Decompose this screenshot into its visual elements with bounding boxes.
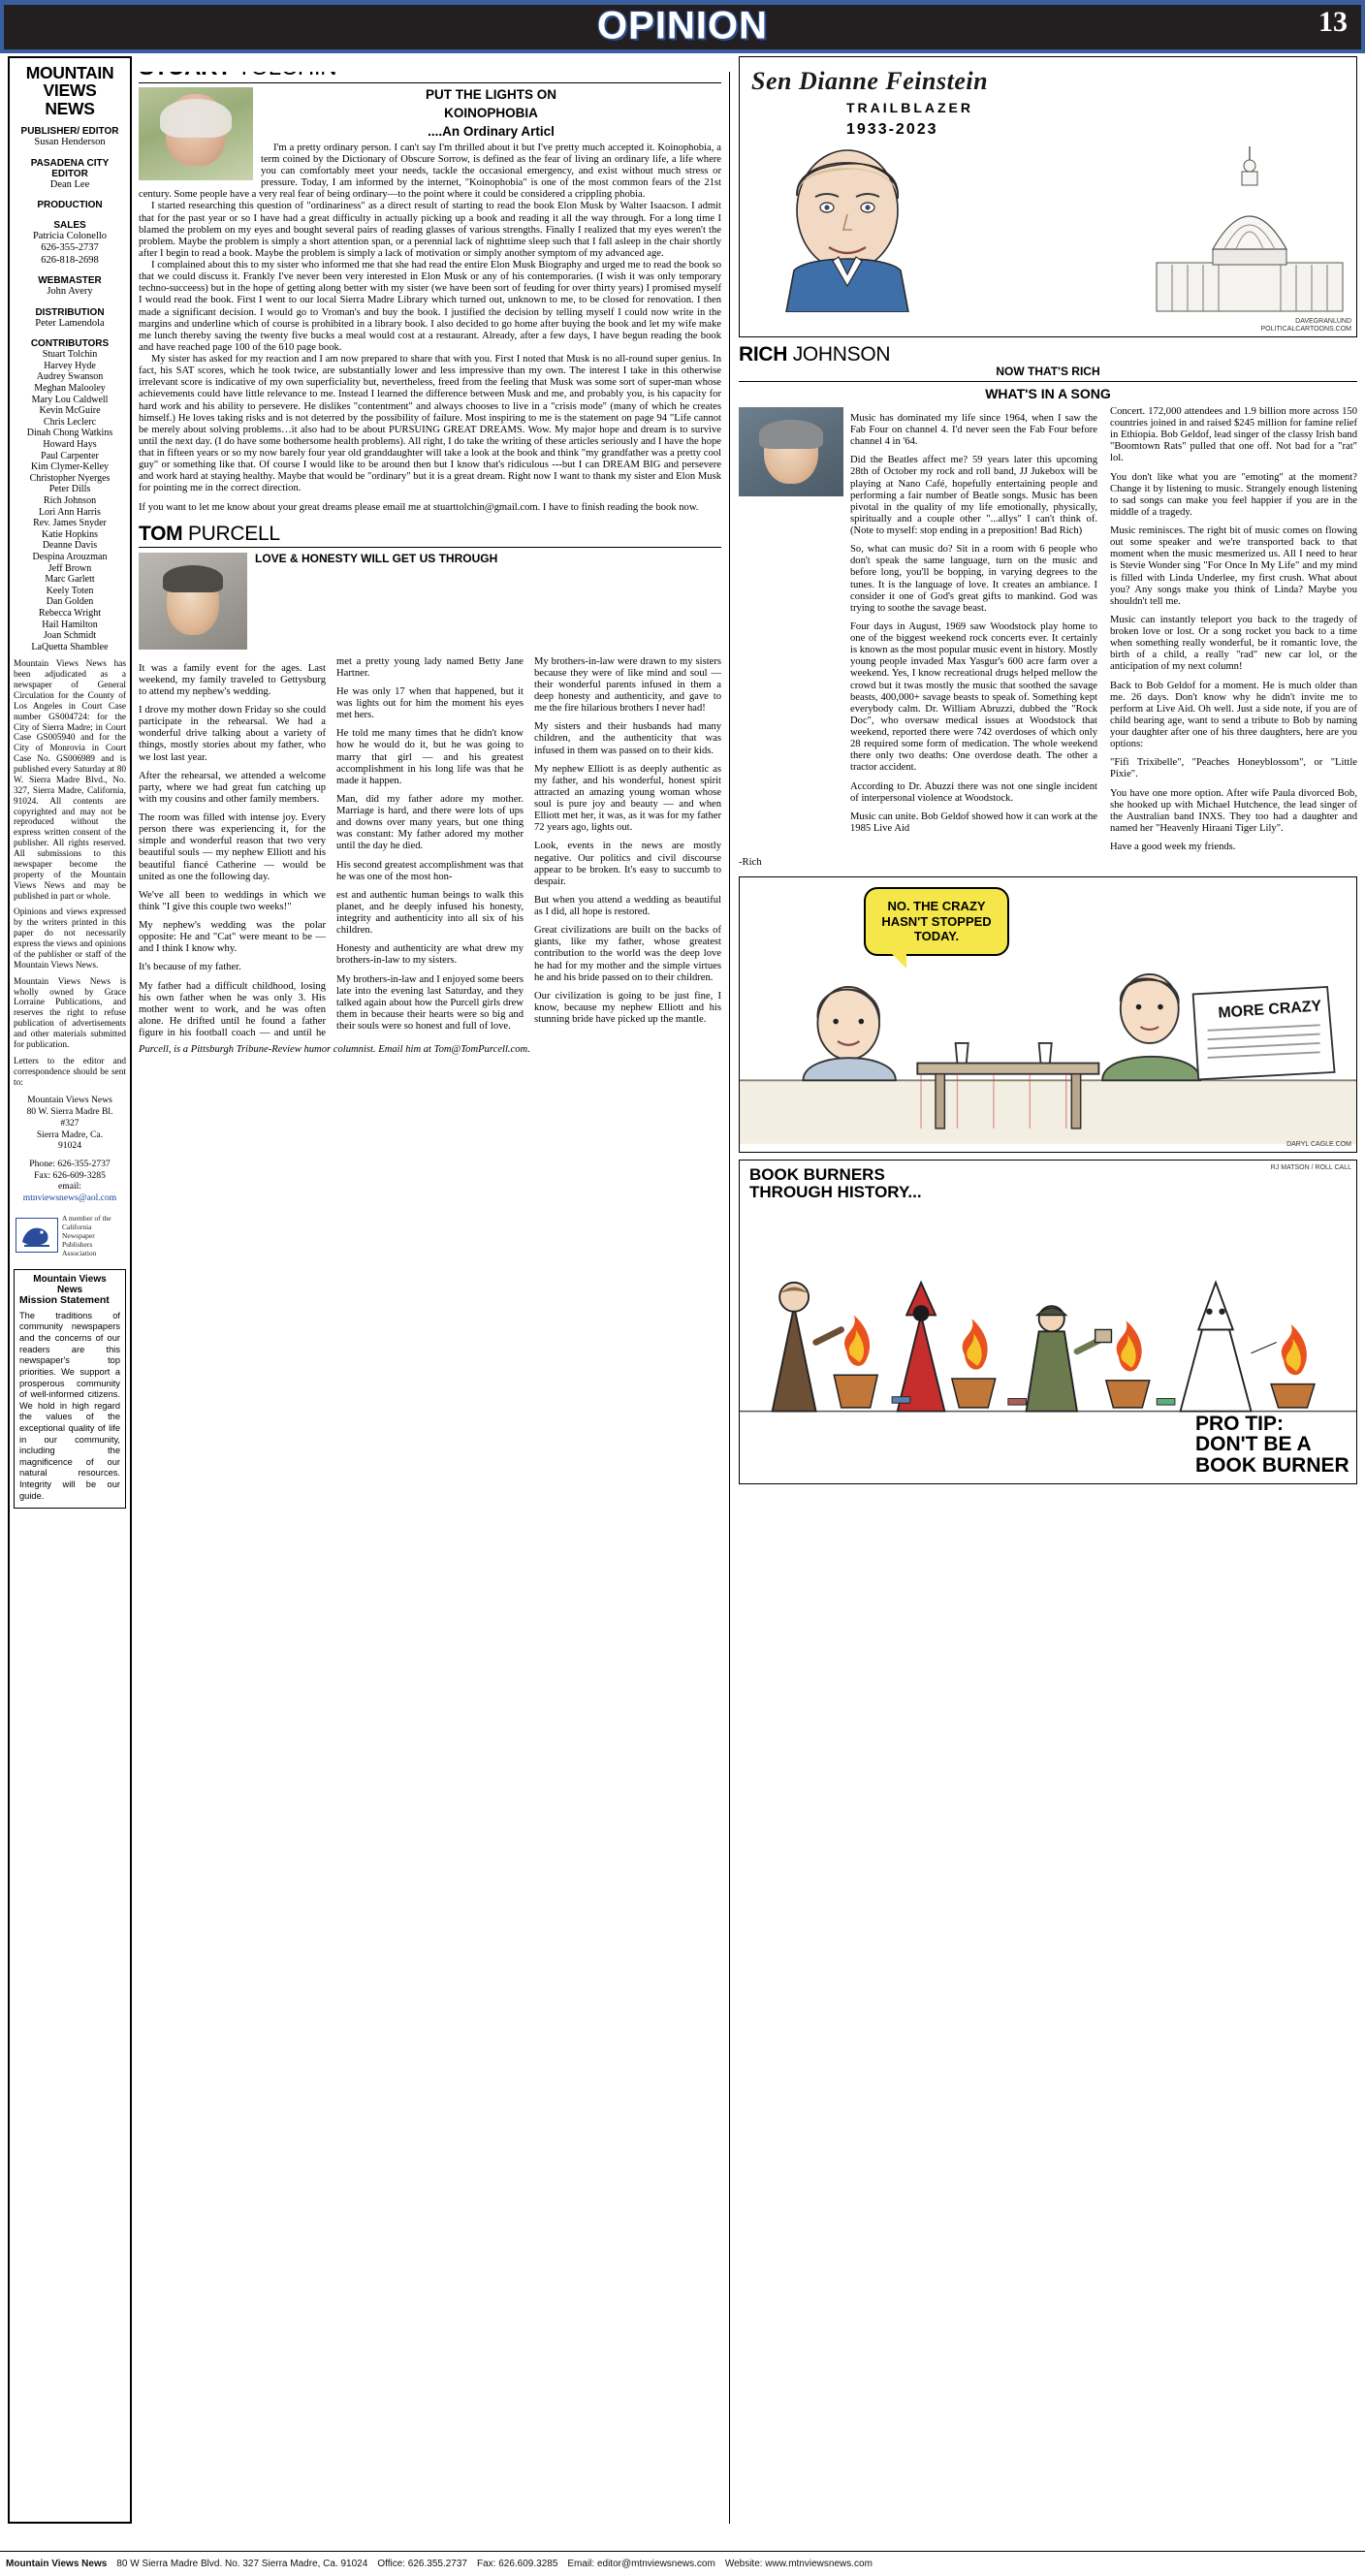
footer-email: Email: editor@mtnviewsnews.com — [567, 2559, 715, 2569]
johnson-kicker: NOW THAT'S RICH — [996, 365, 1100, 378]
article-paragraph: Four days in August, 1969 saw Woodstock play home to one of the biggest weekend rock concerts ever. It certainly is known as the most popular music event in history. Mostly young people invaded Max Yasgur's 600 acre farm over a weekend. Yes, I know recreational drugs helped mellow the crowd but it twas mostly the music that soothed the savage beasts, 400,000+ savage beasts to speak of. Something kept everybody calm. Dr. William Abruzzi, dubbed the "Rock Doc", who oversaw medical issues at Woodstock that weekend, reported there were 742 overdoses of which only 28 required some form of medication. The whole weekend there only two deaths: One overdose death. The other a tractor accident. — [850, 620, 1098, 774]
crazy-speech-bubble: NO. THE CRAZY HASN'T STOPPED TODAY. — [864, 887, 1009, 956]
legal-notice — [14, 659, 126, 1088]
role-title-webmaster: WEBMASTER — [38, 274, 102, 286]
burner-figure-inquisitor — [898, 1283, 945, 1412]
contributors-title: CONTRIBUTORS — [30, 338, 110, 350]
contributor-name: Mary Lou Caldwell — [31, 394, 109, 405]
crazy-credit: DARYL CAGLE.COM — [1286, 1141, 1351, 1149]
feinstein-cartoon-years: 1933-2023 — [846, 121, 938, 138]
contact-email-label: email: — [58, 1181, 81, 1193]
article-paragraph: Man, did my father adore my mother. Marriage is hard, and there were lots of ups and downs over many years, but one thing was constant: My father adored my mother until the day he died. — [336, 793, 524, 852]
feinstein-credit-line2: POLITICALCARTOONS.COM — [1260, 325, 1351, 333]
mailing-address — [14, 1095, 126, 1152]
article-paragraph: Concert. 172,000 attendees and 1.9 billion more across 150 countries joined in and raised $245 million for famine relief in Ethiopia. Bob Geldof, lead singer of the classy Irish band "Boomtown Rats" pulled that one off. Not bad for a "rat" lol. — [1110, 405, 1357, 464]
role-title-pasadena-editor: PASADENA CITY EDITOR — [30, 157, 110, 179]
section-title: OPINION — [597, 4, 768, 48]
byline-last-purcell: PURCELL — [187, 522, 280, 545]
cnpa-bird-icon — [18, 1221, 55, 1250]
contributor-name: Howard Hays — [43, 439, 97, 450]
tolchin-body — [139, 143, 721, 495]
sidebar-logo-line-3: NEWS — [45, 98, 95, 118]
role-name-webmaster: John Avery — [47, 286, 93, 298]
masthead-bar — [0, 5, 1365, 49]
role-title-sales: SALES — [53, 219, 86, 231]
article-paragraph: After the rehearsal, we attended a welcome party, where we had great fun catching up with my cousins and other family members. — [139, 770, 326, 805]
cartoon-feinstein — [739, 56, 1357, 337]
association-line: A member of the — [62, 1213, 111, 1223]
cnpa-logo-icon — [16, 1218, 58, 1253]
burner-figure-monk — [773, 1283, 841, 1412]
fire-4 — [1271, 1324, 1315, 1408]
article-paragraph: It was a family event for the ages. Last weekend, my family traveled to Gettysburg to attend my nephew's wedding. — [139, 662, 326, 697]
article-paragraph: He was only 17 when that happened, but it was lights out for him the moment his eyes met hers. — [336, 685, 524, 721]
page-number: 13 — [1318, 6, 1348, 38]
purcell-hair — [163, 565, 223, 592]
svg-text:MORE CRAZY: MORE CRAZY — [1217, 998, 1322, 1023]
legal-paragraph: Opinions and views expressed by the writers printed in this paper do not necessarily express the views and opinions of the publisher or staff of the Mountain Views News. — [14, 907, 126, 970]
byline-rich-johnson — [739, 344, 1357, 365]
article-paragraph: Look, events in the news are mostly negative. Our politics and civil discourse appear to be broken. It's easy to succumb to despair. — [534, 841, 721, 887]
contributor-name: Kim Clymer-Kelley — [30, 461, 110, 473]
article-paragraph: My sisters and their husbands had many children, and the authenticity that was infused in them was passed on to their kids. — [534, 721, 721, 756]
contributor-name: Meghan Malooley — [34, 383, 106, 395]
cartoon-crazy-hasnt-stopped — [739, 876, 1357, 1153]
contributor-name: Joan Schmidt — [43, 630, 97, 642]
mission-title-line2: Mission Statement — [19, 1294, 110, 1307]
article-paragraph: So, what can music do? Sit in a room with 6 people who don't speak the same language, turn on the music and before long, you'll be bopping, in varying degrees to the tunes. It is the language of love. It creates an ambiance. I consider it one of God's great gifts to mankind. God was trying to soothe the savage beast. — [850, 544, 1097, 614]
rule-under-johnson-byline — [739, 381, 1357, 382]
association-line: Publishers — [62, 1239, 93, 1249]
article-paragraph: Have a good week my friends. — [1110, 842, 1236, 853]
sales-phone-2: 626-818-2698 — [41, 254, 99, 266]
contributor-name: Dan Golden — [46, 596, 94, 608]
article-paragraph: I complained about this to my sister who informed me that she had read the entire Elon Musk Biography and urged me to read the book so that we could discuss it. Frankly I've never been very interested in Elon Musk or any of his contemporaries. (I wish it was only temporary techno-succeess) but in the hope of getting along better with my sister (we have been sort of feuding for over thirty years) I promised myself I would read the book. First I went to our local Sierra Madre Library which turned out, unknown to me, to be closed for renovation. I then made a significant decision. I would go to Vroman's and buy the book. I justified the decision by telling myself I could now write in the margins and underline which of course is prohibited in a library book. I also decided to go home after buying the book and let my wife make me lunch thereby saving the twenty five bucks a meal would cost at a restaurant. Already, after a few days, I have begun reading the book and have reached page 100 of the 610 page book. — [139, 260, 721, 353]
feinstein-credit-line1: DAVEGRANLUND — [1295, 317, 1351, 325]
byline-first-purcell: TOM — [139, 522, 183, 545]
contributor-name: Kevin McGuire — [39, 405, 101, 417]
article-paragraph: Great civilizations are built on the backs of giants, like my father, whose greatest contribution to the world was the deep love he had for my mother and the simple virtues he and his bride passed on to their children. — [534, 925, 721, 983]
role-title-distribution: DISTRIBUTION — [35, 306, 105, 318]
article-paragraph: est and authentic human beings to walk this planet, and he deeply infused his honesty, integrity and authenticity into all six of his children. — [336, 889, 524, 937]
johnson-portrait-photo — [739, 407, 843, 496]
sidebar-logo-line-1: MOUNTAIN — [25, 63, 114, 82]
sales-phone-1: 626-355-2737 — [41, 242, 99, 254]
burner-figure-klansman — [1181, 1283, 1277, 1412]
article-paragraph: Music reminisces. The right bit of music comes on flowing out some speaker and we're transported back to that moment when the music mesmerized us. All I need to hear is Stevie Wonder sing "For Once In My Life" and my mind is filled with Linda Underlee, my first crush. What about you? Any songs make you think of Linda? Maybe you shouldn't tell me. — [1110, 525, 1357, 607]
contributor-name: Chris Leclerc — [43, 416, 97, 428]
johnson-hair — [759, 420, 823, 449]
crazy-man-figure — [1102, 974, 1200, 1080]
feinstein-cartoon-title: Sen Dianne Feinstein — [751, 67, 989, 95]
rule-under-tolchin-byline — [139, 82, 721, 83]
role-title-publisher: PUBLISHER/ EDITOR — [20, 126, 119, 138]
article-paragraph: The room was filled with intense joy. Every person there was experiencing it, for the simple and wonderful reason that two very beautiful souls — my nephew Elliott and his beautiful fiancé Catherine — would be united as one the following day. — [139, 812, 326, 882]
contributors-list — [14, 349, 126, 652]
main-content — [132, 56, 1357, 2524]
article-paragraph: Music can unite. Bob Geldof showed how it can work at the 1985 Live Aid — [850, 811, 1097, 834]
mission-body: The traditions of community newspapers and the concerns of our readers are this newspaper's top priorities. We support a prosperous community of well-informed citizens. We hold in high regard the values of the exceptional quality of life in our community, including the magnificence of our natural resources. Integrity will be our guide. — [19, 1310, 120, 1501]
contributor-name: Peter Dills — [48, 484, 91, 495]
contributor-name: Jeff Brown — [48, 562, 92, 574]
byline-tom-purcell — [139, 524, 721, 544]
article-paragraph: It's because of my father. — [139, 962, 241, 973]
contributor-name: Rev. James Snyder — [33, 518, 107, 529]
article-paragraph: You have one more option. After wife Paula divorced Bob, she hooked up with Michael Hutchence, the lead singer of the Australian band INXS. They too had a daughter and named her "Heavenly Hiraani Tiger Lily". — [1110, 787, 1357, 834]
sidebar-logo — [14, 64, 126, 117]
fire-3 — [1106, 1320, 1150, 1408]
purcell-footer-note: Purcell, is a Pittsburgh Tribune-Review humor columnist. Email him at Tom@TomPurcell.com. — [139, 1044, 530, 1056]
footer-website: Website: www.mtnviewsnews.com — [724, 2559, 873, 2569]
fire-2 — [952, 1320, 996, 1409]
article-paragraph: Our civilization is going to be just fine, I know, because my nephew Elliott and his stunning bride have picked up the mantle. — [534, 990, 721, 1026]
role-name-publisher: Susan Henderson — [34, 137, 106, 148]
article-paragraph: We've all been to weddings in which we think "I give this couple two weeks!" — [139, 889, 326, 912]
purcell-header-row — [139, 552, 721, 652]
right-column — [730, 56, 1357, 2524]
address-line: 91024 — [58, 1140, 81, 1152]
article-paragraph: His second greatest accomplishment was that he was one of the most hon- — [336, 859, 524, 882]
capitol-dome-illustration — [1153, 141, 1347, 315]
article-paragraph: You don't like what you are "emoting" at the moment? Change it by listening to music. Strangely enough listening to sad songs can make you feel happier if you are in the middle of a tragedy. — [1110, 471, 1357, 518]
association-line: California — [62, 1222, 92, 1231]
contributor-name: Despina Arouzman — [32, 551, 108, 562]
page-footer — [0, 2551, 1365, 2576]
protip-line3: BOOK BURNER — [1195, 1453, 1349, 1477]
johnson-title: WHAT'S IN A SONG — [985, 386, 1111, 402]
article-paragraph: According to Dr. Abuzzi there was not one single incident of interpersonal violence at Woodstock. — [850, 780, 1097, 804]
article-paragraph: I started researching this question of "ordinariness" as a direct result of starting to read the book Elon Musk by Walter Isaacson. I admit that for the past year or so I have had a great difficulty in actually picking up a book and reading it all the way through. For a long time I blamed the problem on my eyes and bought several pairs of reading glasses of various strengths. Finally I realized that my eyes weren't the problem. Maybe the problem is simply a short attention span, or a perennial lack of nighttime sleep such that I fall asleep in the chair shortly after I begin to read a book. Maybe the problem is simply a lack of motivation or simply another symptom of my advanced age. — [139, 201, 721, 259]
sidebar-logo-line-2: VIEWS — [43, 80, 97, 101]
cnpa-text — [62, 1214, 111, 1257]
protip-line2: DON'T BE A — [1195, 1433, 1312, 1456]
tolchin-portrait-photo — [139, 87, 253, 180]
role-title-production: PRODUCTION — [37, 200, 103, 211]
contributor-name: Harvey Hyde — [44, 360, 96, 371]
role-name-pasadena-editor: Dean Lee — [49, 179, 90, 191]
johnson-signoff: -Rich — [739, 857, 762, 869]
book-burners-title-line2: THROUGH HISTORY... — [749, 1183, 922, 1202]
contributor-name: LaQuetta Shamblee — [31, 641, 109, 652]
burner-figure-soldier — [1027, 1306, 1112, 1411]
article-paragraph: My brothers-in-law were drawn to my sisters because they were of like mind and soul — their wonderful parents infused in them a deep honesty and authenticity, and gave to me the fire hilarious brothers I never had! — [534, 655, 721, 715]
feinstein-portrait-illustration — [755, 113, 939, 312]
contributor-name: Audrey Swanson — [36, 371, 104, 383]
footer-paper-name: Mountain Views News — [6, 2559, 108, 2569]
footer-fax: Fax: 626.609.3285 — [476, 2559, 558, 2569]
contact-phone: Phone: 626-355-2737 — [29, 1158, 111, 1169]
rule-under-purcell-byline — [139, 547, 721, 548]
tolchin-title-line1: PUT THE LIGHTS ON — [426, 87, 556, 102]
tolchin-hair — [160, 99, 232, 138]
contributor-name: Stuart Tolchin — [42, 349, 98, 361]
page-body — [0, 56, 1365, 2524]
contributor-name: Dinah Chong Watkins — [26, 428, 113, 439]
association-line: Association — [62, 1248, 97, 1257]
contact-info — [14, 1159, 126, 1204]
article-paragraph: Did the Beatles affect me? 59 years later this upcoming 28th of October my rock and roll band, JJ Jukebox will be playing at Nano Café, hopefully entertaining people and performing a fair number of Beatle songs. Music has been pivotal in the quality of my life emotionally, physically, spiritually and a couple other "...allys" I can't think of. (Note to myself: stop ending in a preposition! Bad Rich) — [850, 455, 1097, 537]
article-paragraph: My father had a difficult childhood, losing his own father when he was only 3. His mother went to work, and he was often alone. He drifted until he found a father figure in his football coach — and until he met a pretty young lady named Betty Jane Hartner. — [139, 655, 524, 1039]
article-paragraph: My nephew Elliott is as deeply authentic as my father, and his wonderful, honest spirit attracted an amazing young woman whose soul is pure joy and beauty — and when Elliott met her, it was, as it was for my father 72 years ago, lights out. — [534, 763, 721, 834]
crazy-cartoon-illustration — [740, 877, 1356, 1152]
newspaper-staff-box — [8, 56, 132, 2524]
address-line: Sierra Madre, Ca. — [36, 1129, 104, 1140]
mission-title-line1: Mountain Views News — [33, 1273, 107, 1295]
tolchin-article — [139, 87, 721, 514]
contact-email[interactable]: mtnviewsnews@aol.com — [22, 1193, 117, 1204]
article-paragraph: Music has dominated my life since 1964, when I saw the Fab Four on channel 4. I'd never seen the Fab Four before channel 4 in '64. — [850, 412, 1097, 448]
article-paragraph: My nephew's wedding was the polar opposite: He and "Cat" were meant to be — and I think I know why. — [139, 920, 326, 955]
byline-last-johnson: JOHNSON — [792, 343, 891, 366]
legal-paragraph: Letters to the editor and correspondence should be sent to: — [14, 1056, 126, 1088]
footer-address: 80 W Sierra Madre Blvd. No. 327 Sierra Madre, Ca. 91024 — [116, 2559, 368, 2569]
purcell-title: LOVE & HONESTY WILL GET US THROUGH — [255, 551, 498, 565]
contributor-name: Deanne Davis — [42, 540, 98, 552]
contributor-name: Paul Carpenter — [41, 450, 99, 461]
contributor-name: Hail Hamilton — [42, 619, 98, 630]
book-burners-title — [749, 1166, 922, 1201]
purcell-body — [139, 656, 721, 1040]
footer-office: Office: 626.355.2737 — [377, 2559, 467, 2569]
tolchin-footer-note: If you want to let me know about your great dreams please email me at stuarttolchin@gmail.com. I have to finish reading the book now. — [139, 501, 699, 513]
crazy-woman-figure — [803, 987, 895, 1080]
book-burners-credit: RJ MATSON / ROLL CALL — [1270, 1164, 1351, 1172]
mission-statement-box — [14, 1269, 126, 1509]
contributor-name: Katie Hopkins — [41, 528, 99, 540]
contributor-name: Rich Johnson — [43, 494, 97, 506]
article-paragraph: Honesty and authenticity are what drew my brothers-in-law to my sisters. — [336, 943, 524, 967]
purcell-portrait-photo — [139, 553, 247, 650]
article-paragraph: But when you attend a wedding as beautiful as I did, all hope is restored. — [534, 894, 721, 918]
cnpa-membership — [14, 1212, 126, 1259]
contributor-name: Lori Ann Harris — [39, 506, 101, 518]
article-paragraph: I'm a pretty ordinary person. I can't say I'm thrilled about it but I've pretty much accepted it. Koinophobia, a term coined by the Dictionary of Obscure Sorrow, is defined as the fear of living an ordinary life, a life where you can comfortably meet your needs, tackle the occasional emergency, and exist without much stress or pressure. Today, I am informed by the internet, "Koinophobia" is one of the most common fears of the 21st century. Some people have a very real fear of being ordinary—to the point where it could be considered a crippling phobia. — [139, 142, 721, 201]
tolchin-title-line2: KOINOPHOBIA — [444, 105, 538, 120]
article-paragraph: My sister has asked for my reaction and I am now prepared to share that with you. First I noted that Musk is no all-round super genius. In fact, his SAT scores, which he took twice, are substantially lower and less impressive than my own. The interest I take in this otherwise irrelevant score is indicative of my own superficiality but, nevertheless, freed from the feeling that Musk was some sort of super-man whose achievements could have little relevance to me. Instead I learned the difference between Musk and me, and probably you, is his capacity for hard work and his ability to persevere. He dislikes "contentment" and always chooses to live in a "crisis mode" (many of which he creates himself.) He loves taking risks and is not deterred by the possibility of failure. Most inspiring to me is the statement on page 94 "Life cannot be merely about solving problems…it also had to be about PURSUING GREAT DREAMS. Wow. My major hope and dream is to survive until the next day. (I do have some bothersome health problems). All right, I do take the writing of these articles seriously and I have the hope that in fifteen years or so my now barely four year old granddaughter will take a look at the book and think "my grandfather was a pretty cool guy" or something like that. Of course I would like to be around then but I know that's ridiculous ---but I can DREAM BIG and persevere and work hard at staying healthy. Maybe that would be "ordinary" but it is a great dream. Right now I want to thank my sister and Elon Musk for pointing me in the correct direction. — [139, 354, 721, 494]
contributor-name: Christopher Nyerges — [29, 472, 111, 484]
contributor-name: Keely Toten — [46, 585, 94, 596]
feinstein-credit — [1261, 318, 1351, 334]
book-burners-title-line1: BOOK BURNERS — [749, 1165, 885, 1185]
address-line: Mountain Views News — [27, 1095, 112, 1106]
legal-paragraph: Mountain Views News is wholly owned by Grace Lorraine Publications, and reserves the right to refuse publication of advertisements and other materials submitted for publication. — [14, 976, 126, 1050]
address-line: #327 — [60, 1117, 79, 1129]
association-line: Newspaper — [62, 1230, 95, 1240]
address-line: 80 W. Sierra Madre Bl. — [26, 1106, 113, 1118]
article-paragraph: Back to Bob Geldof for a moment. He is much older than me. 26 days. Don't know why he didn't invite me to perform at Live Aid. Oh well. Just a side note, if you are of child bearing age, want to send a tribute to Bob by naming your daughter after one of his three daughters, here are you options: — [1110, 680, 1357, 750]
byline-first-johnson: RICH — [739, 343, 788, 366]
protip-line1: PRO TIP: — [1195, 1413, 1285, 1436]
contact-fax: Fax: 626-609-3285 — [34, 1169, 106, 1181]
article-paragraph: He told me many times that he didn't know how he would do it, but he was going to marry that girl — and his greatest accomplishment in his long life was that he made it happen. — [336, 728, 524, 786]
feinstein-cartoon-subtitle: TRAILBLAZER — [846, 100, 973, 115]
page-masthead — [0, 0, 1365, 56]
article-paragraph: I drove my mother down Friday so she could participate in the rehearsal. We had a wonderful drive talking about a variety of things, mostly stories about my father, who we lost last year. — [139, 705, 326, 763]
role-name-sales: Patricia Colonello — [32, 230, 108, 241]
left-column — [139, 56, 730, 2524]
contributor-name: Rebecca Wright — [38, 607, 102, 619]
cartoon-book-burners — [739, 1160, 1357, 1484]
legal-paragraph: Mountain Views News has been adjudicated as a newspaper of General Circulation for the County of Los Angeles in Court Case number GS004724: for the City of Sierra Madre; in Court Case GS005940 and for the City of Monrovia in Court Case No. GS006989 and is published every Saturday at 80 W. Sierra Madre Blvd., No. 327, Sierra Madre, California, 91024. All contents are copyrighted and may not be reproduced without the express written consent of the publisher. All rights reserved. All submissions to this newspaper become the property of the Mountain Views News and may be published in part or whole. — [14, 659, 126, 902]
article-paragraph: "Fifi Trixibelle", "Peaches Honeyblossom", or "Little Pixie". — [1110, 757, 1357, 780]
contributor-name: Marc Garlett — [45, 574, 95, 586]
book-burners-protip — [1195, 1414, 1349, 1476]
article-paragraph: Music can instantly teleport you back to the tragedy of broken love or lost. Or a song rocket you back to a time when something really wonderful, be it romantic love, the birth of a child, a really "rad" new car lol, or the anticipation of my next column! — [1110, 614, 1357, 673]
tolchin-title-line3: ....An Ordinary Articl — [428, 123, 555, 139]
crazy-newspaper — [1193, 987, 1335, 1079]
role-name-distribution: Peter Lamendola — [35, 317, 105, 329]
johnson-body — [850, 406, 1357, 853]
article-paragraph: My brothers-in-law and I enjoyed some beers late into the evening last Saturday, and they talked again about how the Purcell girls drew them in because their hearts were so big and their souls were so honest and full of love. — [336, 973, 524, 1033]
